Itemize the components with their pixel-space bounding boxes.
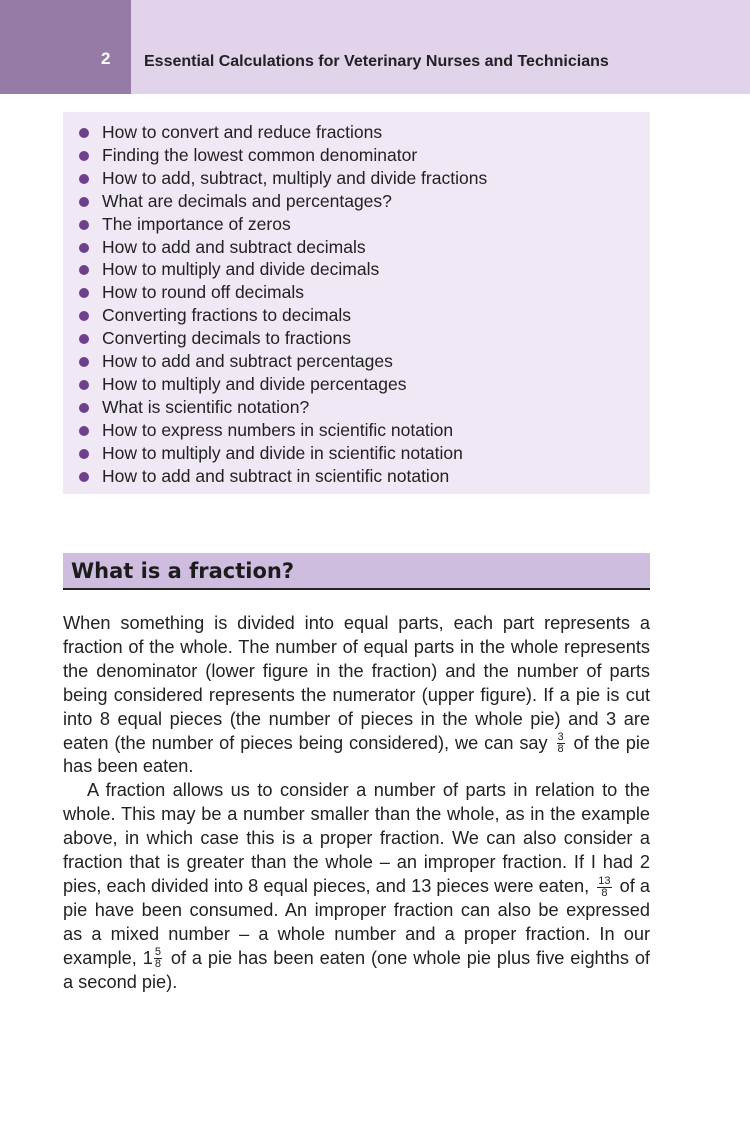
objective-item	[77, 121, 487, 144]
section-title: What is a fraction?	[71, 559, 295, 583]
objective-text: How to multiply and divide percentages	[102, 373, 407, 394]
objective-text: How to add and subtract percentages	[102, 351, 393, 372]
fraction-denominator: 8	[557, 743, 564, 756]
objective-item	[77, 373, 487, 396]
objective-item	[77, 350, 487, 373]
paragraph-2	[63, 779, 650, 994]
body-text	[63, 612, 650, 995]
objective-item	[77, 304, 487, 327]
objective-text: How to express numbers in scientific notation	[102, 419, 454, 440]
fraction-three-eighths	[557, 732, 565, 755]
bullet-icon	[79, 151, 89, 161]
paragraph-2-text-c: of a pie has been eaten (one whole pie plus five eighths of a second pie).	[63, 947, 650, 992]
objective-text: What are decimals and percentages?	[102, 190, 392, 211]
page-header	[0, 0, 750, 94]
objective-item	[77, 396, 487, 419]
objective-text: How to multiply and divide decimals	[102, 259, 380, 280]
objective-text: How to add and subtract in scientific notation	[102, 465, 450, 486]
paragraph-1	[63, 612, 650, 779]
objective-item	[77, 190, 487, 213]
objective-item	[77, 258, 487, 281]
bullet-icon	[79, 334, 89, 344]
objective-text: How to round off decimals	[102, 282, 305, 303]
bullet-icon	[79, 288, 89, 298]
objective-item	[77, 281, 487, 304]
paragraph-2-text-b: of a pie have been consumed. An improper fraction can also be expressed as a mixed number – a whole number and a proper fraction. In our example,	[63, 875, 650, 968]
fraction-denominator: 8	[601, 886, 608, 899]
bullet-icon	[79, 220, 89, 230]
mixed-number-whole: 1	[142, 947, 153, 968]
paragraph-1-text: When something is divided into equal parts, each part represents a fraction of the whole. The number of equal parts in the whole represents the denominator (lower figure in the fraction) and the number of parts being considered represents the numerator (upper figure). If a pie is cut into 8 equal pieces (the number of pieces in the whole pie) and 3 are eaten (the number of pieces being considered), we can say	[63, 613, 650, 753]
bullet-icon	[79, 380, 89, 390]
page-number: 2	[101, 49, 111, 68]
objective-item	[77, 442, 487, 465]
objectives-box	[63, 112, 650, 494]
objective-text: How to add, subtract, multiply and divide fractions	[102, 167, 488, 188]
objective-text: The importance of zeros	[102, 213, 291, 234]
bullet-icon	[79, 311, 89, 321]
fraction-denominator: 8	[154, 958, 161, 971]
bullet-icon	[79, 197, 89, 207]
objectives-list	[77, 121, 487, 488]
section-heading-box	[63, 553, 650, 590]
bullet-icon	[79, 128, 89, 138]
bullet-icon	[79, 472, 89, 482]
objective-text: Converting decimals to fractions	[102, 328, 351, 349]
objective-item	[77, 327, 487, 350]
objective-item	[77, 419, 487, 442]
bullet-icon	[79, 265, 89, 275]
objective-item	[77, 144, 487, 167]
objective-item	[77, 167, 487, 190]
objective-text: What is scientific notation?	[102, 396, 310, 417]
bullet-icon	[79, 426, 89, 436]
objective-item	[77, 213, 487, 236]
paragraph-2-text-a: A fraction allows us to consider a number of parts in relation to the whole. This may be a number smaller than the whole, as in the example above, in which case this is a proper fraction. We can also consider a fraction that is greater than the whole – an improper fraction. If I had 2 pies, each divided into 8 equal pieces, and 13 pieces were eaten,	[63, 780, 650, 896]
fraction-five-eighths	[154, 947, 162, 970]
bullet-icon	[79, 357, 89, 367]
objective-text: Converting fractions to decimals	[102, 305, 351, 326]
bullet-icon	[79, 174, 89, 184]
bullet-icon	[79, 243, 89, 253]
fraction-numerator: 3	[557, 731, 564, 744]
objective-text: How to convert and reduce fractions	[102, 122, 383, 142]
objective-text: How to add and subtract decimals	[102, 236, 366, 257]
fraction-thirteen-eighths	[597, 876, 611, 899]
fraction-numerator: 5	[154, 946, 161, 959]
objective-text: How to multiply and divide in scientific notation	[102, 442, 463, 463]
objective-item	[77, 236, 487, 259]
page-number-tab	[0, 0, 131, 94]
paragraph-1-text-end: of the pie has been eaten.	[63, 732, 651, 777]
objective-item	[77, 465, 487, 488]
objective-text: Finding the lowest common denominator	[102, 144, 418, 165]
bullet-icon	[79, 449, 89, 459]
fraction-numerator: 13	[598, 874, 611, 887]
bullet-icon	[79, 403, 89, 413]
running-title: Essential Calculations for Veterinary Nurses and Technicians	[144, 53, 609, 70]
